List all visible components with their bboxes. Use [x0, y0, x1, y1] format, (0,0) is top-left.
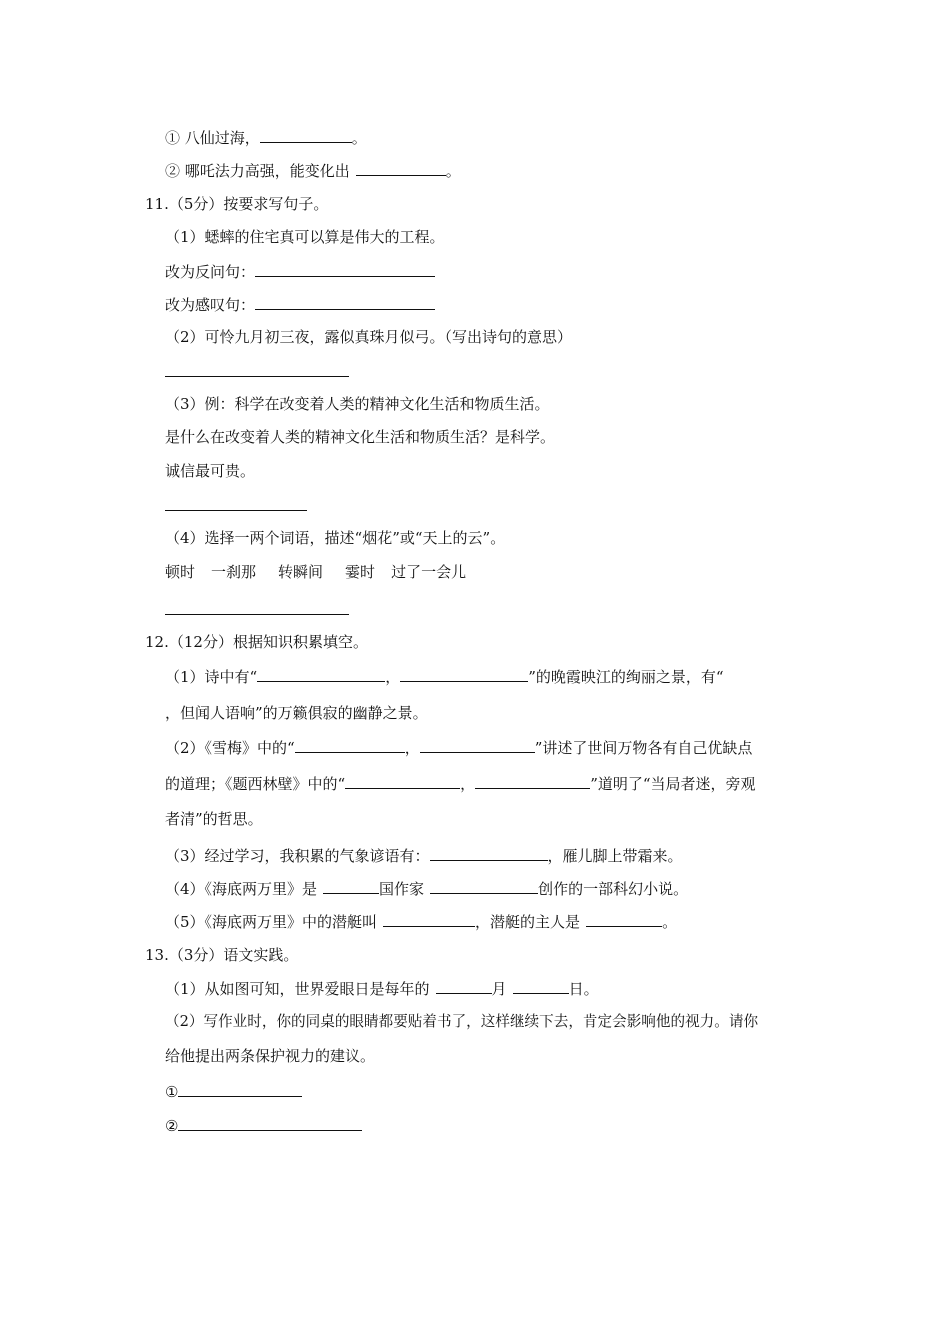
q12-part-5: （5）《海底两万里》中的潜艇叫 ，潜艇的主人是 。 — [165, 913, 678, 931]
q13-suggestion-1: ① — [165, 1081, 302, 1102]
q12-part-1: （1）诗中有“ ， ”的晚霞映江的绚丽之景，有“ — [165, 668, 724, 686]
answer-line[interactable] — [165, 614, 349, 615]
q12-part-3: （3）经过学习，我积累的气象谚语有： ，雁儿脚上带霜来。 — [165, 847, 683, 865]
q13-header: 13.（3分）语文实践。 — [145, 946, 299, 964]
answer-blank[interactable] — [430, 878, 538, 894]
q11-exclaim-line: 改为感叹句： — [165, 294, 435, 315]
answer-blank[interactable] — [436, 978, 492, 994]
q10-item-2: ② 哪吒法力高强，能变化出 。 — [165, 162, 461, 180]
answer-line[interactable] — [165, 510, 307, 511]
answer-blank[interactable] — [255, 261, 435, 277]
answer-blank[interactable] — [260, 127, 352, 143]
answer-blank[interactable] — [178, 1115, 362, 1131]
q10-item-1: ① 八仙过海， 。 — [165, 129, 367, 147]
answer-blank[interactable] — [255, 294, 435, 310]
q13-part-2-cont: 给他提出两条保护视力的建议。 — [165, 1047, 376, 1065]
q12-part-2-end: 者清”的哲思。 — [165, 810, 263, 828]
q12-header: 12.（12分）根据知识积累填空。 — [145, 633, 368, 651]
word-option: 转瞬间 — [278, 563, 324, 581]
answer-line[interactable] — [165, 376, 349, 377]
answer-blank[interactable] — [420, 737, 535, 753]
q11-example: 是什么在改变着人类的精神文化生活和物质生活？是科学。 — [165, 428, 556, 446]
q11-part-3: （3）例：科学在改变着人类的精神文化生活和物质生活。 — [165, 395, 550, 413]
q11-part-2: （2）可怜九月初三夜，露似真珠月似弓。（写出诗句的意思） — [165, 328, 573, 346]
word-option: 一刹那 — [211, 563, 257, 581]
q11-part-4: （4）选择一两个词语，描述“烟花”或“天上的云”。 — [165, 529, 506, 547]
q11-part-1: （1）蟋蟀的住宅真可以算是伟大的工程。 — [165, 228, 445, 246]
q12-part-2-cont: 的道理；《题西林壁》中的“ ， ”道明了“当局者迷，旁观 — [165, 775, 756, 793]
q11-task: 诚信最可贵。 — [165, 462, 256, 480]
q12-part-2: （2）《雪梅》中的“ ， ”讲述了世间万物各有自己优缺点 — [165, 739, 753, 757]
answer-blank[interactable] — [323, 878, 379, 894]
answer-blank[interactable] — [257, 666, 385, 682]
answer-blank[interactable] — [430, 845, 548, 861]
answer-blank[interactable] — [586, 911, 662, 927]
q12-part-4: （4）《海底两万里》是 国作家 创作的一部科幻小说。 — [165, 880, 689, 898]
answer-blank[interactable] — [400, 666, 528, 682]
answer-blank[interactable] — [513, 978, 569, 994]
word-option: 过了一会儿 — [391, 563, 467, 581]
answer-blank[interactable] — [356, 160, 446, 176]
q11-rhetorical-line: 改为反问句： — [165, 261, 435, 282]
q11-header: 11.（5分）按要求写句子。 — [145, 195, 329, 213]
word-option: 霎时 — [345, 563, 376, 581]
answer-blank[interactable] — [383, 911, 475, 927]
q13-part-2: （2）写作业时，你的同桌的眼睛都要贴着书了，这样继续下去，肯定会影响他的视力。请你 — [165, 1013, 759, 1030]
word-option: 顿时 — [165, 563, 196, 581]
answer-blank[interactable] — [295, 737, 405, 753]
q13-part-1: （1）从如图可知，世界爱眼日是每年的 月 日。 — [165, 980, 599, 998]
q13-suggestion-2: ② — [165, 1115, 362, 1136]
q11-word-list — [165, 562, 466, 582]
answer-blank[interactable] — [178, 1081, 302, 1097]
answer-blank[interactable] — [345, 773, 460, 789]
q12-part-1-cont: ，但闻人语响”的万籁俱寂的幽静之景。 — [165, 704, 428, 722]
answer-blank[interactable] — [475, 773, 590, 789]
